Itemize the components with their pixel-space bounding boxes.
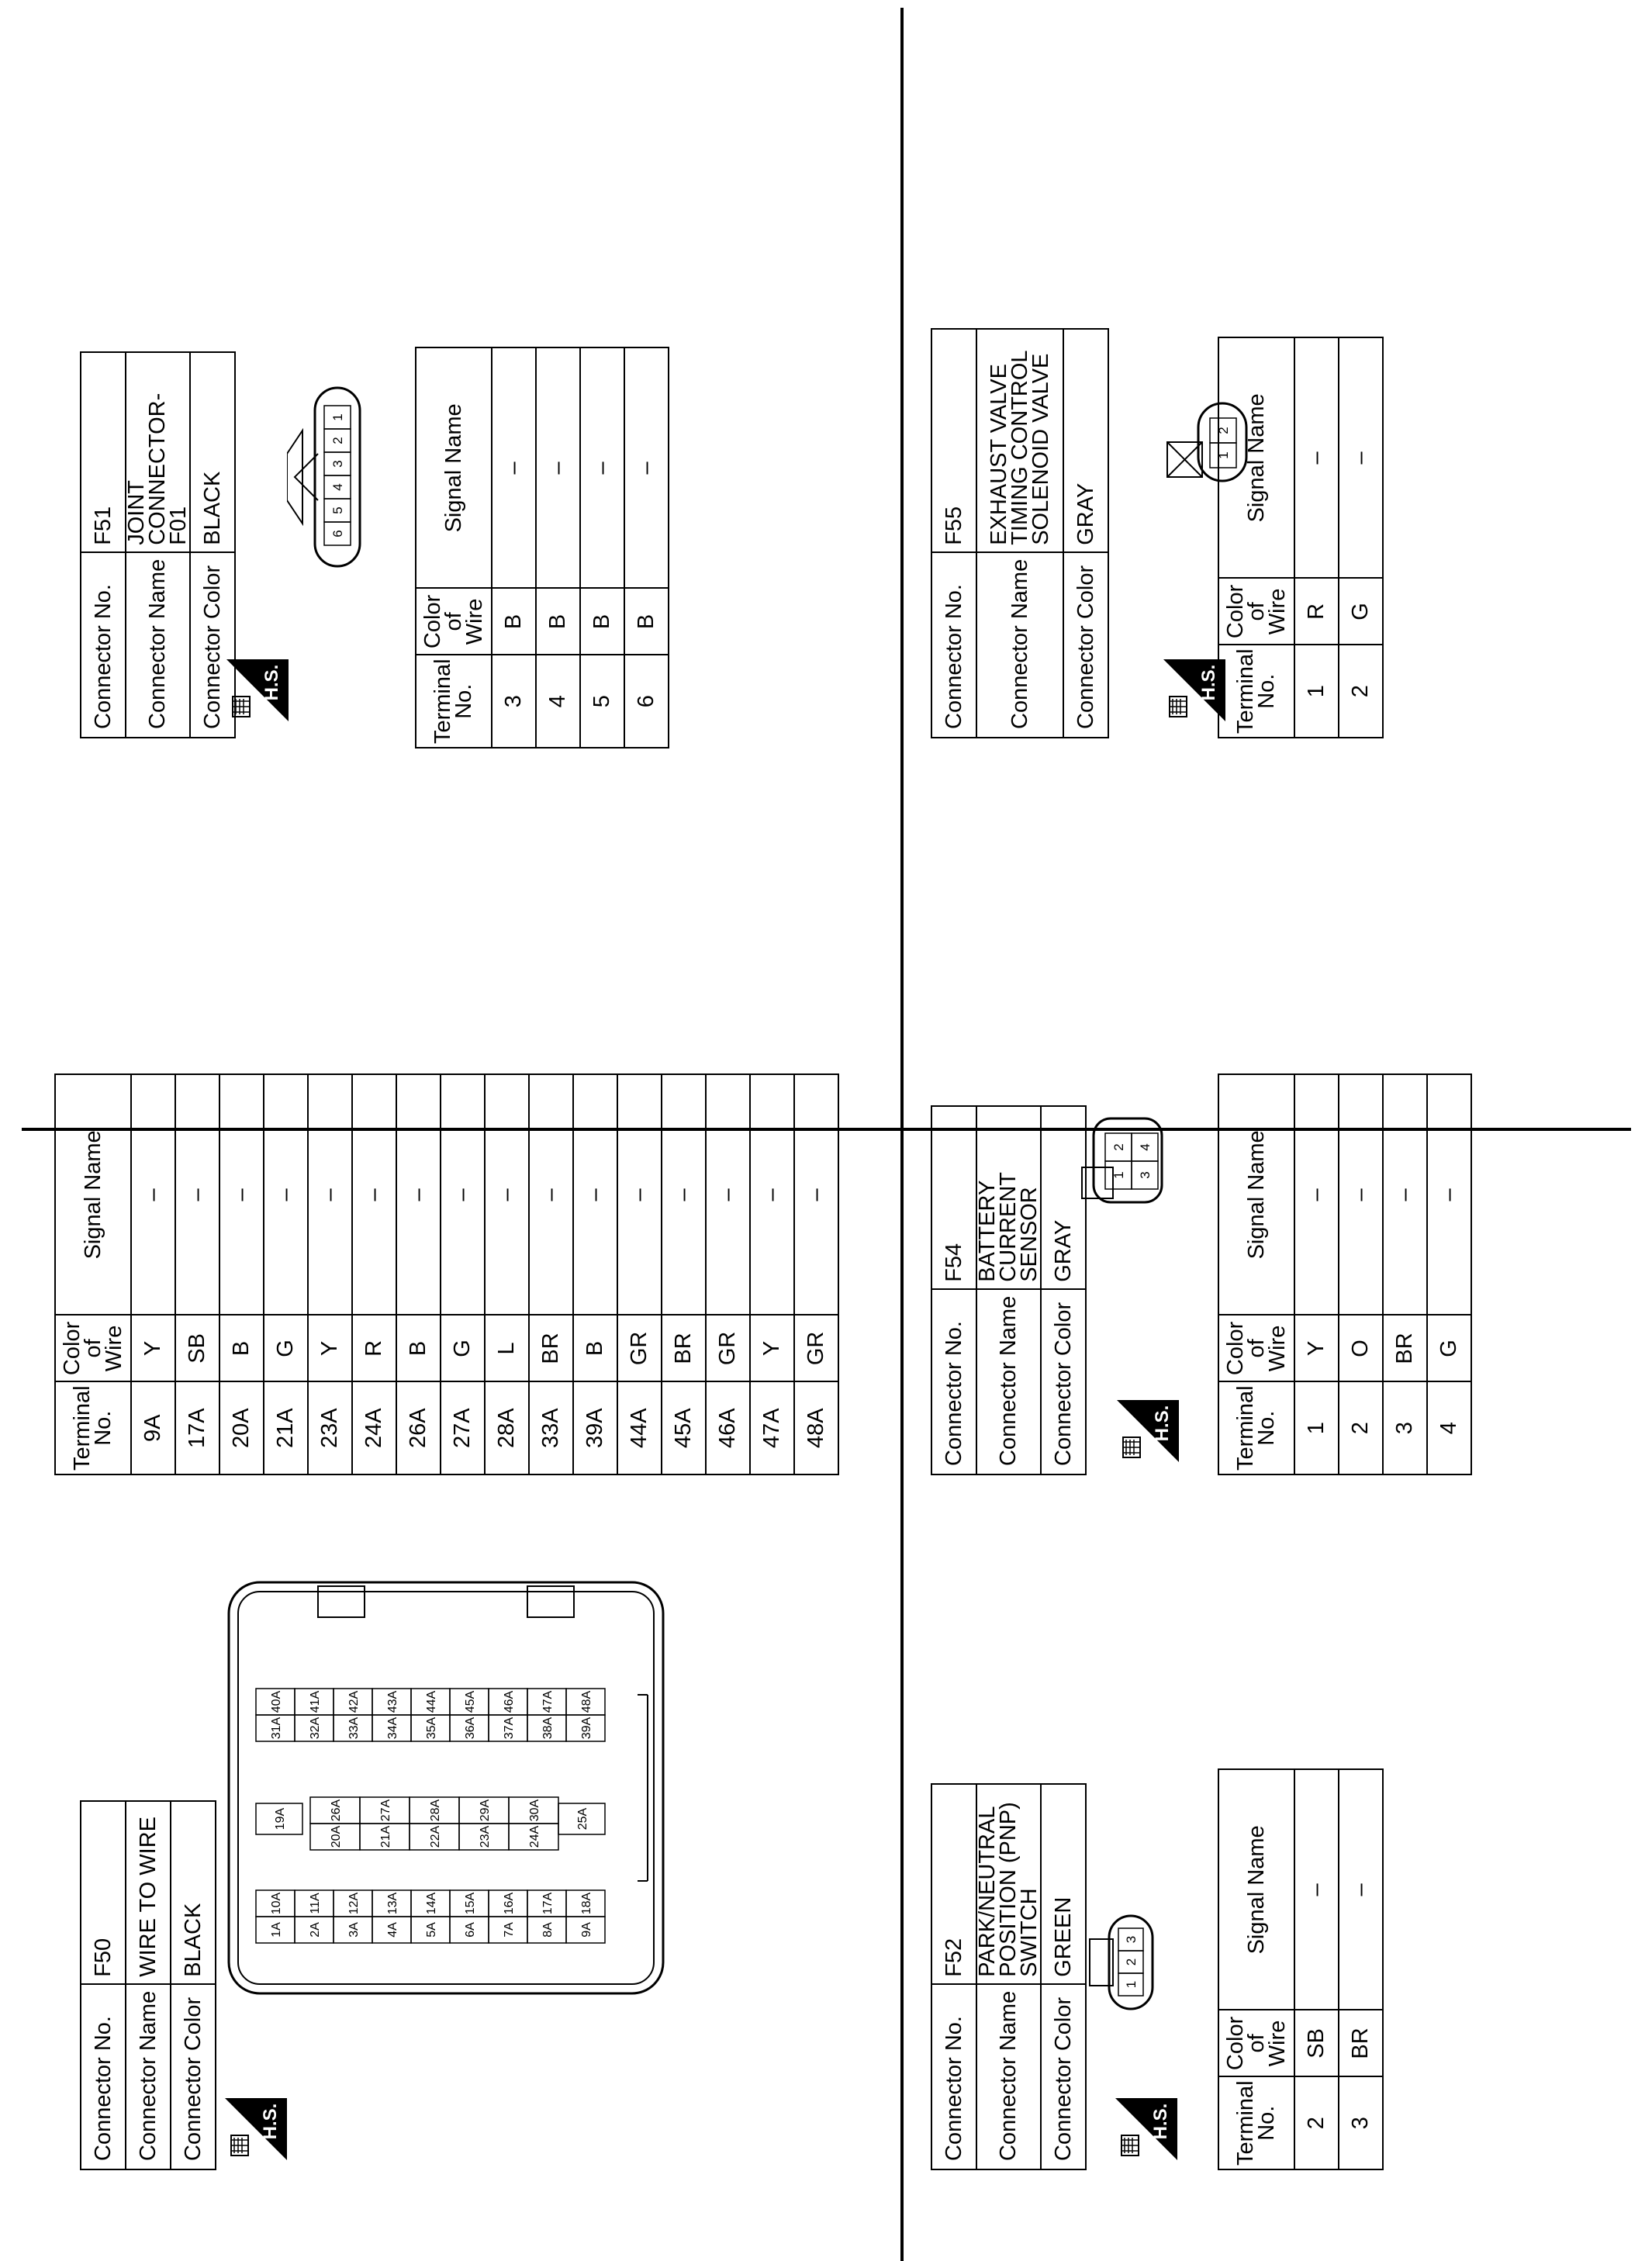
wire-color: Y xyxy=(1294,1315,1339,1381)
label: Connector No. xyxy=(931,1289,976,1474)
signal-name: – xyxy=(1339,1074,1383,1315)
wire-color: G xyxy=(1339,578,1383,645)
pin-label: 31A xyxy=(269,1716,283,1740)
pin-label: 11A xyxy=(308,1893,322,1914)
terminal-no: 2 xyxy=(1339,645,1383,738)
pin-label: 3 xyxy=(1138,1171,1153,1179)
label: Connector Color xyxy=(1041,1289,1086,1474)
connector-color: BLACK xyxy=(171,1801,216,1984)
wire-color: G xyxy=(1427,1315,1471,1381)
f52-connector-face-diagram xyxy=(1086,1912,1163,2013)
pin-label: 47A xyxy=(541,1690,555,1713)
pin-label: 12A xyxy=(347,1892,361,1915)
label: Connector Color xyxy=(1063,552,1108,738)
table-row xyxy=(1294,1769,1339,2169)
wire-color: SB xyxy=(1294,2010,1339,2076)
connector-name: JOINT CONNECTOR-F01 xyxy=(126,352,190,552)
label: Connector Name xyxy=(976,552,1063,738)
table-row xyxy=(750,1074,794,1474)
header-color-of-wire: Color of Wire xyxy=(55,1315,131,1381)
terminal-no: 4 xyxy=(1427,1381,1471,1474)
label: Connector Color xyxy=(171,1984,216,2169)
divider-horizontal xyxy=(900,8,904,2261)
wire-color: O xyxy=(1339,1315,1383,1381)
connector-no: F54 xyxy=(931,1106,976,1289)
wire-color: GR xyxy=(794,1315,838,1381)
wire-color: B xyxy=(624,588,669,655)
signal-name: – xyxy=(573,1074,617,1315)
signal-name: – xyxy=(624,347,669,588)
connector-color: BLACK xyxy=(190,352,235,552)
f52-connector-info xyxy=(931,1783,1087,2170)
f51-connector-info xyxy=(80,351,236,738)
wire-color: Y xyxy=(308,1315,352,1381)
wire-color: B xyxy=(396,1315,441,1381)
wire-color: L xyxy=(485,1315,529,1381)
connector-no: F51 xyxy=(81,352,126,552)
label: Connector Name xyxy=(126,1984,171,2169)
connector-color: GRAY xyxy=(1063,329,1108,552)
pin-label: 2 xyxy=(1216,427,1232,434)
pin-label: 18A xyxy=(579,1892,593,1915)
signal-name: – xyxy=(750,1074,794,1315)
terminal-no: 3 xyxy=(1339,2076,1383,2169)
signal-name: – xyxy=(580,347,624,588)
signal-name: – xyxy=(662,1074,706,1315)
terminal-no: 2 xyxy=(1294,2076,1339,2169)
pin-label: 26A xyxy=(329,1799,343,1822)
signal-name: – xyxy=(529,1074,573,1315)
table-row xyxy=(308,1074,352,1474)
signal-name: – xyxy=(485,1074,529,1315)
header-signal-name: Signal Name xyxy=(55,1074,131,1315)
terminal-no: 20A xyxy=(219,1381,264,1474)
signal-name: – xyxy=(1427,1074,1471,1315)
signal-name: – xyxy=(706,1074,750,1315)
wire-color: R xyxy=(352,1315,396,1381)
signal-name: – xyxy=(794,1074,838,1315)
pin-label: 20A xyxy=(329,1825,343,1848)
pin-label: 15A xyxy=(463,1892,477,1915)
signal-name: – xyxy=(264,1074,308,1315)
pin-label: 2 xyxy=(330,437,346,444)
signal-name: – xyxy=(617,1074,662,1315)
table-row xyxy=(1427,1074,1471,1474)
pin-label: 44A xyxy=(424,1690,438,1713)
pin-label: 2 xyxy=(1111,1143,1127,1151)
pin-label: 3 xyxy=(1124,1935,1139,1944)
pin-label: 41A xyxy=(308,1690,322,1713)
f50-connector-info xyxy=(80,1800,216,2170)
wire-color: B xyxy=(536,588,580,655)
f54-connector-info xyxy=(931,1105,1087,1475)
terminal-no: 1 xyxy=(1294,645,1339,738)
f50-connector-face-diagram xyxy=(225,1578,667,1997)
label: Connector No. xyxy=(931,552,976,738)
pin-label: 24A xyxy=(527,1825,541,1848)
terminal-no: 5 xyxy=(580,655,624,748)
header-terminal-no: Terminal No. xyxy=(416,655,492,748)
terminal-no: 46A xyxy=(706,1381,750,1474)
connector-color: GRAY xyxy=(1041,1106,1086,1289)
f51-connector-face-diagram xyxy=(287,384,380,570)
table-row xyxy=(352,1074,396,1474)
pin-label: 45A xyxy=(463,1690,477,1713)
table-row xyxy=(441,1074,485,1474)
terminal-no: 2 xyxy=(1339,1381,1383,1474)
wire-color: R xyxy=(1294,578,1339,645)
signal-name: – xyxy=(1383,1074,1427,1315)
wire-color: BR xyxy=(1339,2010,1383,2076)
svg-text:H.S.: H.S. xyxy=(261,664,282,701)
wire-color: GR xyxy=(617,1315,662,1381)
label: Connector No. xyxy=(81,552,126,738)
pin-label: 2A xyxy=(308,1922,322,1938)
connector-name: BATTERY CURRENT SENSOR xyxy=(976,1106,1041,1289)
pin-label: 4A xyxy=(385,1922,399,1938)
header-color-of-wire: Color of Wire xyxy=(416,588,492,655)
hs-icon xyxy=(226,659,289,721)
pin-label: 23A xyxy=(478,1825,492,1848)
signal-name: – xyxy=(175,1074,219,1315)
pin-label: 8A xyxy=(541,1922,555,1938)
f55-connector-info xyxy=(931,328,1109,738)
terminal-no: 27A xyxy=(441,1381,485,1474)
pin-label: 27A xyxy=(378,1799,392,1822)
pin-label: 1 xyxy=(1124,1980,1139,1989)
wire-color: Y xyxy=(131,1315,175,1381)
connector-no: F55 xyxy=(931,329,976,552)
pin-label: 25A xyxy=(575,1807,589,1831)
pin-label: 32A xyxy=(308,1716,322,1740)
pin-label: 28A xyxy=(428,1799,442,1822)
pin-label: 5 xyxy=(330,506,346,514)
pin-label: 21A xyxy=(378,1825,392,1848)
header-signal-name: Signal Name xyxy=(1218,1074,1294,1315)
terminal-no: 4 xyxy=(536,655,580,748)
pin-label: 3 xyxy=(330,460,346,468)
wire-color: B xyxy=(580,588,624,655)
pin-label: 5A xyxy=(424,1922,438,1938)
wire-color: GR xyxy=(706,1315,750,1381)
terminal-no: 39A xyxy=(573,1381,617,1474)
terminal-no: 47A xyxy=(750,1381,794,1474)
connector-name: EXHAUST VALVE TIMING CONTROL SOLENOID VALVE xyxy=(976,329,1063,552)
signal-name: – xyxy=(1294,1074,1339,1315)
pin-label: 22A xyxy=(428,1825,442,1848)
hs-icon xyxy=(1115,2098,1177,2160)
wire-color: B xyxy=(219,1315,264,1381)
pin-label: 13A xyxy=(385,1892,399,1915)
pin-label: 2 xyxy=(1124,1958,1139,1966)
pin-label: 39A xyxy=(579,1716,593,1740)
pin-label: 34A xyxy=(385,1716,399,1740)
connector-no: F50 xyxy=(81,1801,126,1984)
svg-text:H.S.: H.S. xyxy=(260,2103,281,2140)
table-row xyxy=(175,1074,219,1474)
signal-name: – xyxy=(131,1074,175,1315)
terminal-no: 1 xyxy=(1294,1381,1339,1474)
table-row xyxy=(1339,337,1383,738)
pin-label: 4 xyxy=(1138,1143,1153,1151)
table-row xyxy=(624,347,669,748)
hs-icon xyxy=(1117,1400,1179,1462)
pin-label: 36A xyxy=(463,1716,477,1740)
table-row xyxy=(1339,1074,1383,1474)
f54-terminal-table xyxy=(1218,1073,1472,1475)
terminal-no: 45A xyxy=(662,1381,706,1474)
pin-label: 16A xyxy=(502,1892,516,1915)
terminal-no: 48A xyxy=(794,1381,838,1474)
terminal-no: 33A xyxy=(529,1381,573,1474)
table-row xyxy=(573,1074,617,1474)
signal-name: – xyxy=(219,1074,264,1315)
table-row xyxy=(1294,1074,1339,1474)
header-terminal-no: Terminal No. xyxy=(1218,645,1294,738)
table-row xyxy=(1339,1769,1383,2169)
table-row xyxy=(492,347,536,748)
pin-label: 1 xyxy=(330,413,346,421)
table-row xyxy=(794,1074,838,1474)
header-color-of-wire: Color of Wire xyxy=(1218,578,1294,645)
pin-label: 46A xyxy=(502,1690,516,1713)
svg-text:H.S.: H.S. xyxy=(1150,2103,1171,2140)
pin-label: 38A xyxy=(541,1716,555,1740)
signal-name: – xyxy=(396,1074,441,1315)
wire-color: BR xyxy=(1383,1315,1427,1381)
pin-label: 43A xyxy=(385,1690,399,1713)
terminal-no: 3 xyxy=(492,655,536,748)
label: Connector Name xyxy=(126,552,190,738)
header-terminal-no: Terminal No. xyxy=(55,1381,131,1474)
signal-name: – xyxy=(441,1074,485,1315)
f50-terminal-table xyxy=(54,1073,839,1475)
pin-label: 10A xyxy=(269,1892,283,1915)
label: Connector Name xyxy=(976,1984,1041,2169)
terminal-no: 9A xyxy=(131,1381,175,1474)
terminal-no: 26A xyxy=(396,1381,441,1474)
svg-text:H.S.: H.S. xyxy=(1198,664,1219,701)
table-row xyxy=(264,1074,308,1474)
terminal-no: 23A xyxy=(308,1381,352,1474)
pin-label: 19A xyxy=(273,1807,287,1831)
f54-connector-face-diagram xyxy=(1070,1113,1171,1206)
pin-label: 6A xyxy=(463,1922,477,1938)
terminal-no: 44A xyxy=(617,1381,662,1474)
wire-color: G xyxy=(441,1315,485,1381)
connector-color: GREEN xyxy=(1041,1784,1086,1984)
label: Connector Color xyxy=(1041,1984,1086,2169)
wire-color: G xyxy=(264,1315,308,1381)
table-row xyxy=(529,1074,573,1474)
hs-icon xyxy=(1163,659,1225,721)
signal-name: – xyxy=(536,347,580,588)
f55-terminal-table xyxy=(1218,337,1384,738)
signal-name: – xyxy=(1294,1769,1339,2010)
pin-label: 1 xyxy=(1216,451,1232,459)
table-row xyxy=(536,347,580,748)
table-row xyxy=(1294,337,1339,738)
connector-name: WIRE TO WIRE xyxy=(126,1801,171,1984)
svg-text:H.S.: H.S. xyxy=(1152,1405,1173,1442)
terminal-no: 17A xyxy=(175,1381,219,1474)
header-signal-name: Signal Name xyxy=(1218,337,1294,578)
wire-color: SB xyxy=(175,1315,219,1381)
pin-label: 37A xyxy=(502,1716,516,1740)
signal-name: – xyxy=(352,1074,396,1315)
pin-label: 1A xyxy=(269,1922,283,1938)
connector-name: PARK/NEUTRAL POSITION (PNP) SWITCH xyxy=(976,1784,1041,1984)
wire-color: Y xyxy=(750,1315,794,1381)
table-row xyxy=(1383,1074,1427,1474)
pin-label: 29A xyxy=(478,1799,492,1822)
table-row xyxy=(706,1074,750,1474)
table-row xyxy=(662,1074,706,1474)
connector-no: F52 xyxy=(931,1784,976,1984)
pin-label: 30A xyxy=(527,1799,541,1822)
terminal-no: 28A xyxy=(485,1381,529,1474)
pin-label: 17A xyxy=(541,1892,555,1915)
header-terminal-no: Terminal No. xyxy=(1218,1381,1294,1474)
signal-name: – xyxy=(1339,1769,1383,2010)
table-row xyxy=(485,1074,529,1474)
header-signal-name: Signal Name xyxy=(1218,1769,1294,2010)
wire-color: B xyxy=(492,588,536,655)
f51-terminal-table xyxy=(415,347,669,748)
pin-label: 9A xyxy=(579,1922,593,1938)
header-signal-name: Signal Name xyxy=(416,347,492,588)
table-row xyxy=(617,1074,662,1474)
wire-color: BR xyxy=(662,1315,706,1381)
terminal-no: 3 xyxy=(1383,1381,1427,1474)
header-color-of-wire: Color of Wire xyxy=(1218,2010,1294,2076)
pin-label: 7A xyxy=(502,1922,516,1938)
label: Connector No. xyxy=(931,1984,976,2169)
terminal-no: 21A xyxy=(264,1381,308,1474)
signal-name: – xyxy=(308,1074,352,1315)
pin-label: 42A xyxy=(347,1690,361,1713)
signal-name: – xyxy=(492,347,536,588)
pin-label: 3A xyxy=(347,1922,361,1938)
signal-name: – xyxy=(1339,337,1383,578)
hs-icon xyxy=(225,2098,287,2160)
table-row xyxy=(580,347,624,748)
table-row xyxy=(219,1074,264,1474)
pin-label: 33A xyxy=(347,1716,361,1740)
pin-label: 6 xyxy=(330,530,346,538)
pin-label: 1 xyxy=(1111,1171,1127,1179)
pin-label: 40A xyxy=(269,1690,283,1713)
wire-color: BR xyxy=(529,1315,573,1381)
f50-pin-grid xyxy=(256,1689,605,1943)
signal-name: – xyxy=(1294,337,1339,578)
label: Connector Color xyxy=(190,552,235,738)
header-color-of-wire: Color of Wire xyxy=(1218,1315,1294,1381)
pin-label: 35A xyxy=(424,1716,438,1740)
pin-label: 14A xyxy=(424,1892,438,1915)
header-terminal-no: Terminal No. xyxy=(1218,2076,1294,2169)
terminal-no: 24A xyxy=(352,1381,396,1474)
f52-terminal-table xyxy=(1218,1768,1384,2170)
pin-label: 48A xyxy=(579,1690,593,1713)
table-row xyxy=(131,1074,175,1474)
label: Connector No. xyxy=(81,1984,126,2169)
pin-label: 4 xyxy=(330,483,346,491)
table-row xyxy=(396,1074,441,1474)
wire-color: B xyxy=(573,1315,617,1381)
terminal-no: 6 xyxy=(624,655,669,748)
label: Connector Name xyxy=(976,1289,1041,1474)
